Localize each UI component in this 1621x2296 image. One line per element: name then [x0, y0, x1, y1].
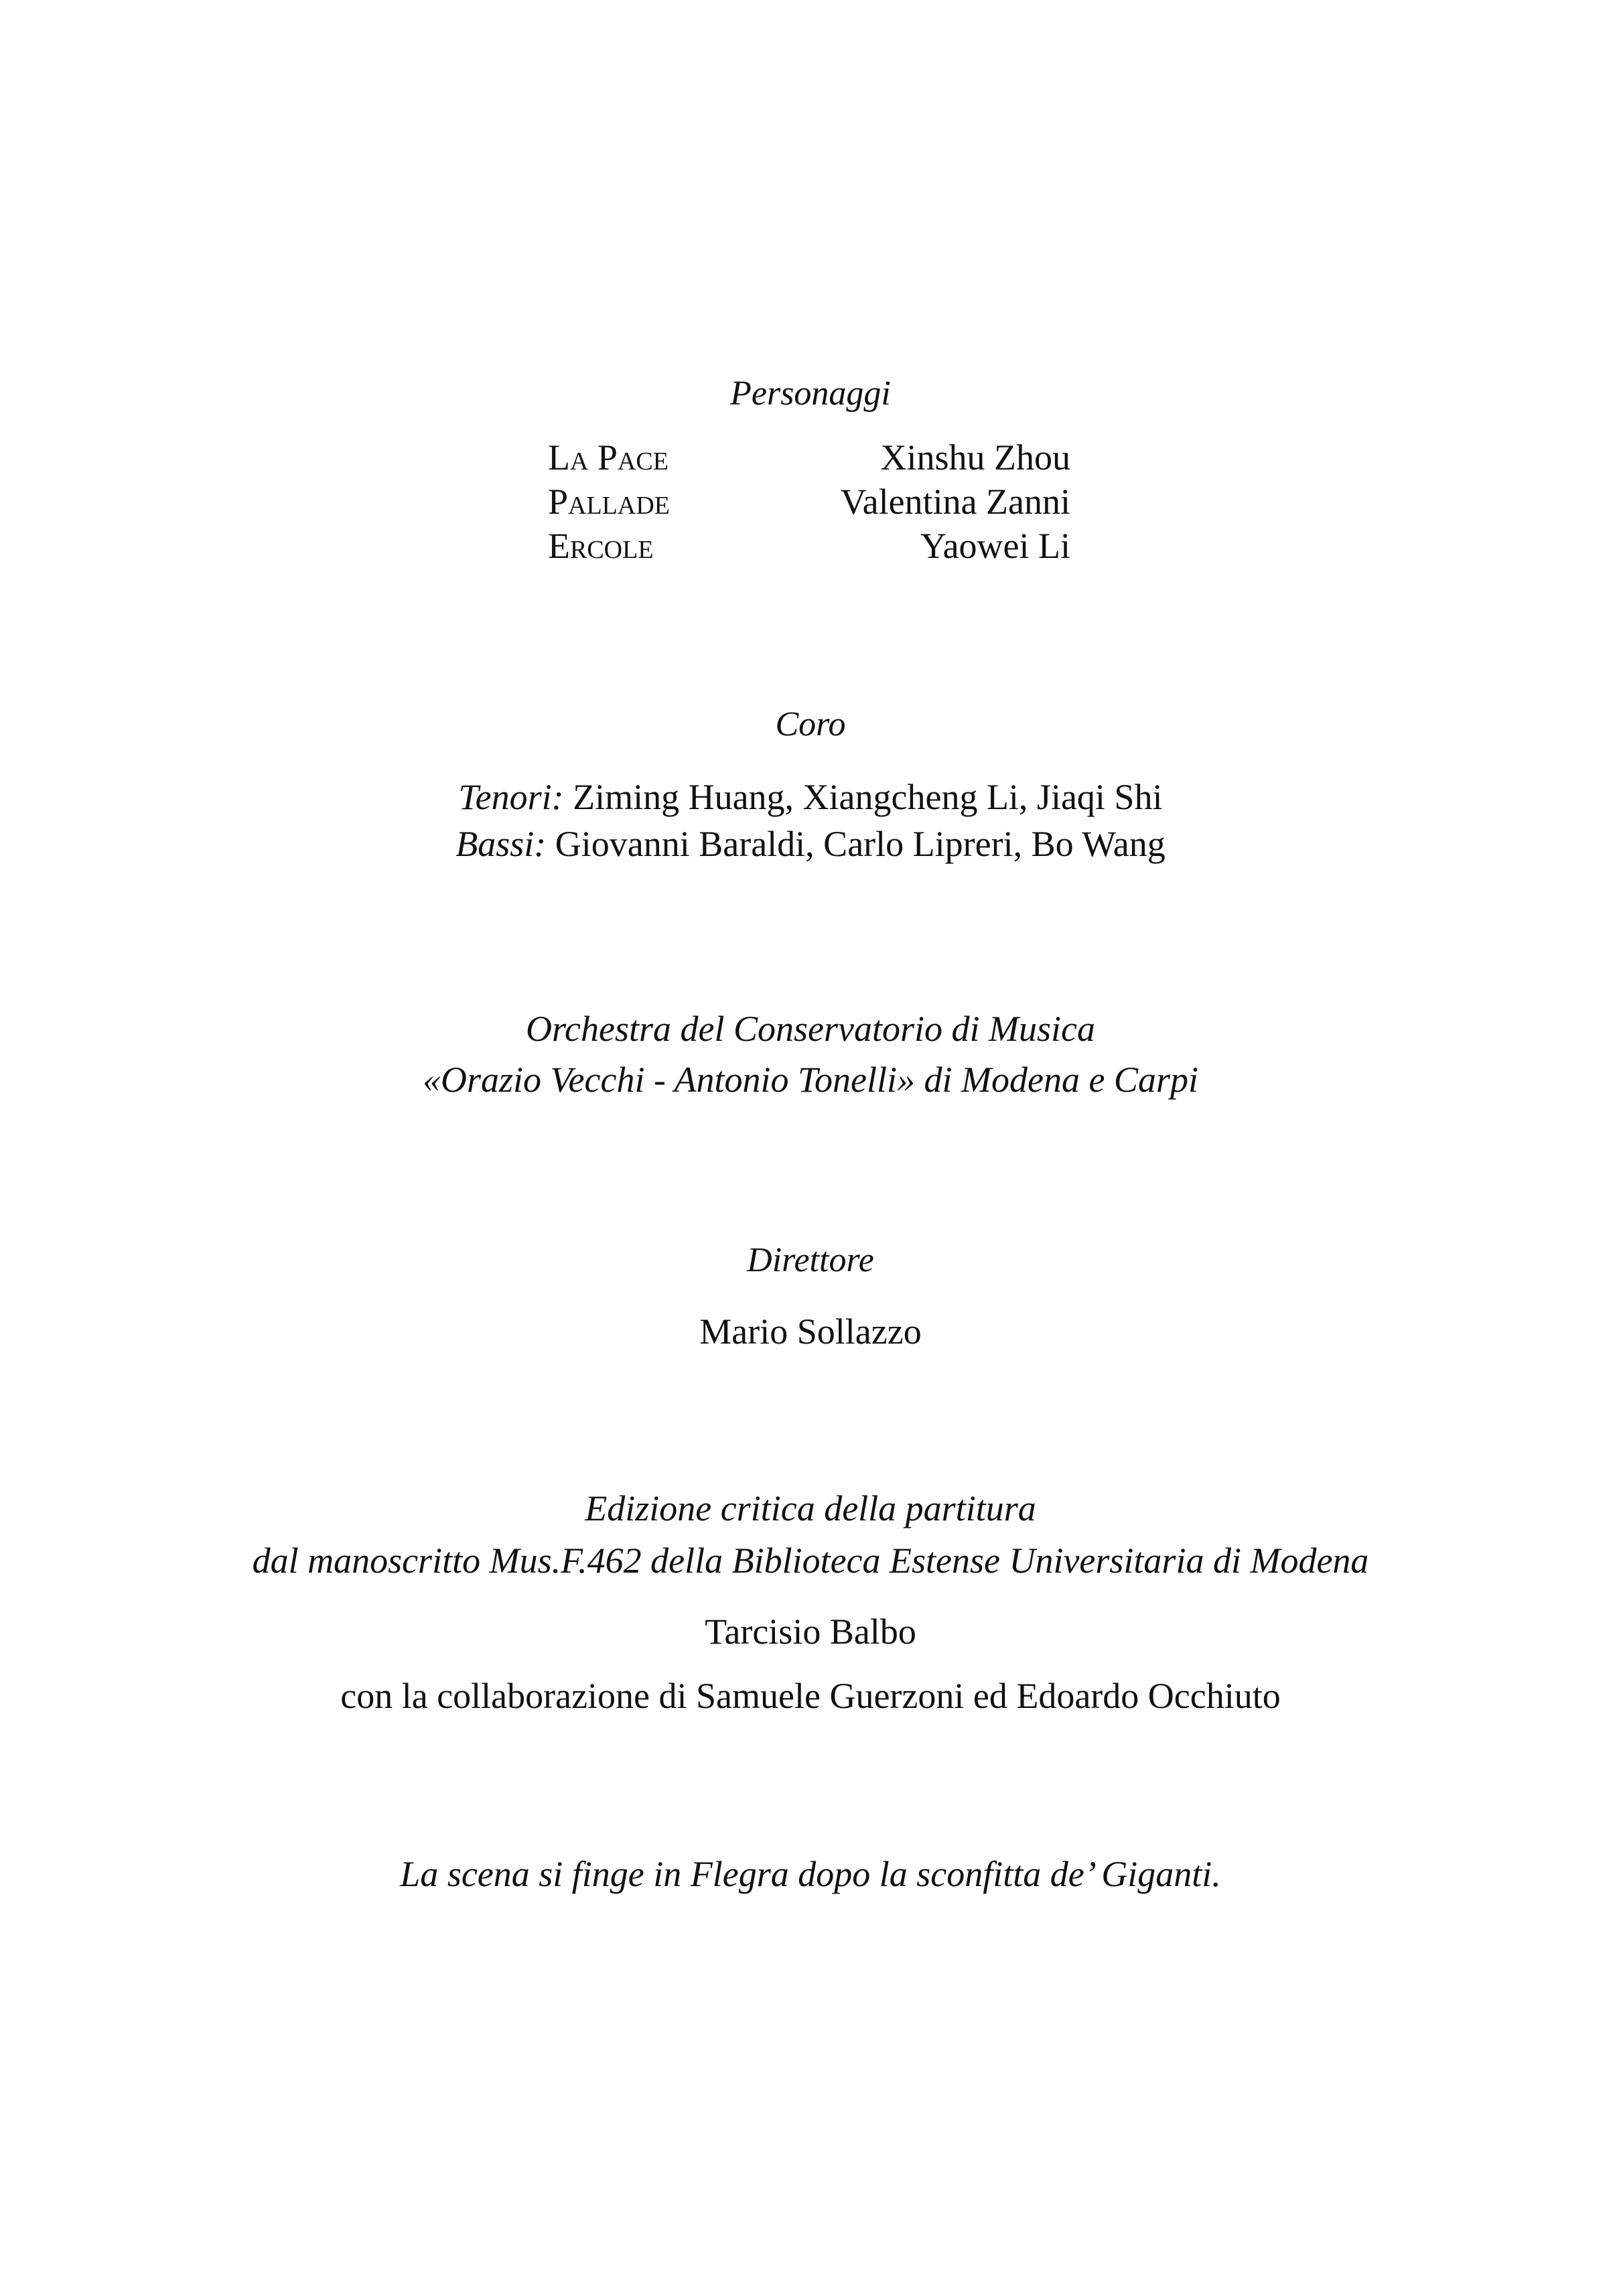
cast-row [548, 435, 1070, 480]
singer-name: Xinshu Zhou [880, 437, 1070, 478]
coro-tenori-line [0, 770, 1621, 824]
personaggi-heading: Personaggi [730, 374, 891, 413]
singer-name: Valentina Zanni [840, 482, 1070, 522]
scena-note: La scena si finge in Flegra dopo la sconfitta de’ Giganti. [400, 1854, 1221, 1894]
orchestra-line-2: «Orazio Vecchi - Antonio Tonelli» di Modena e Carpi [423, 1060, 1198, 1100]
direttore-heading: Direttore [747, 1241, 874, 1279]
bassi-names: Giovanni Baraldi, Carlo Lipreri, Bo Wang [546, 824, 1166, 864]
bassi-label: Bassi: [455, 824, 547, 864]
role-name: La Pace [548, 437, 668, 478]
singer-name: Yaowei Li [920, 526, 1070, 566]
edizione-line-1: Edizione critica della partitura [585, 1488, 1036, 1528]
tenori-label: Tenori: [458, 777, 564, 817]
tenori-names: Ziming Huang, Xiangcheng Li, Jiaqi Shi [563, 777, 1163, 817]
coro-bassi-line [0, 817, 1621, 871]
edizione-collaboration: con la collaborazione di Samuele Guerzoni ed Edoardo Occhiuto [340, 1676, 1281, 1716]
cast-row [548, 524, 1070, 568]
cast-list [548, 435, 1070, 568]
role-name: Pallade [548, 482, 670, 522]
orchestra-line-1: Orchestra del Conservatorio di Musica [526, 1009, 1095, 1049]
direttore-name: Mario Sollazzo [699, 1311, 922, 1352]
coro-heading: Coro [775, 705, 846, 743]
role-name: Ercole [548, 526, 654, 566]
edizione-line-2: dal manoscritto Mus.F.462 della Biblioteca Estense Universitaria di Modena [252, 1540, 1369, 1581]
cast-row [548, 480, 1070, 524]
edizione-editor: Tarcisio Balbo [705, 1611, 916, 1652]
